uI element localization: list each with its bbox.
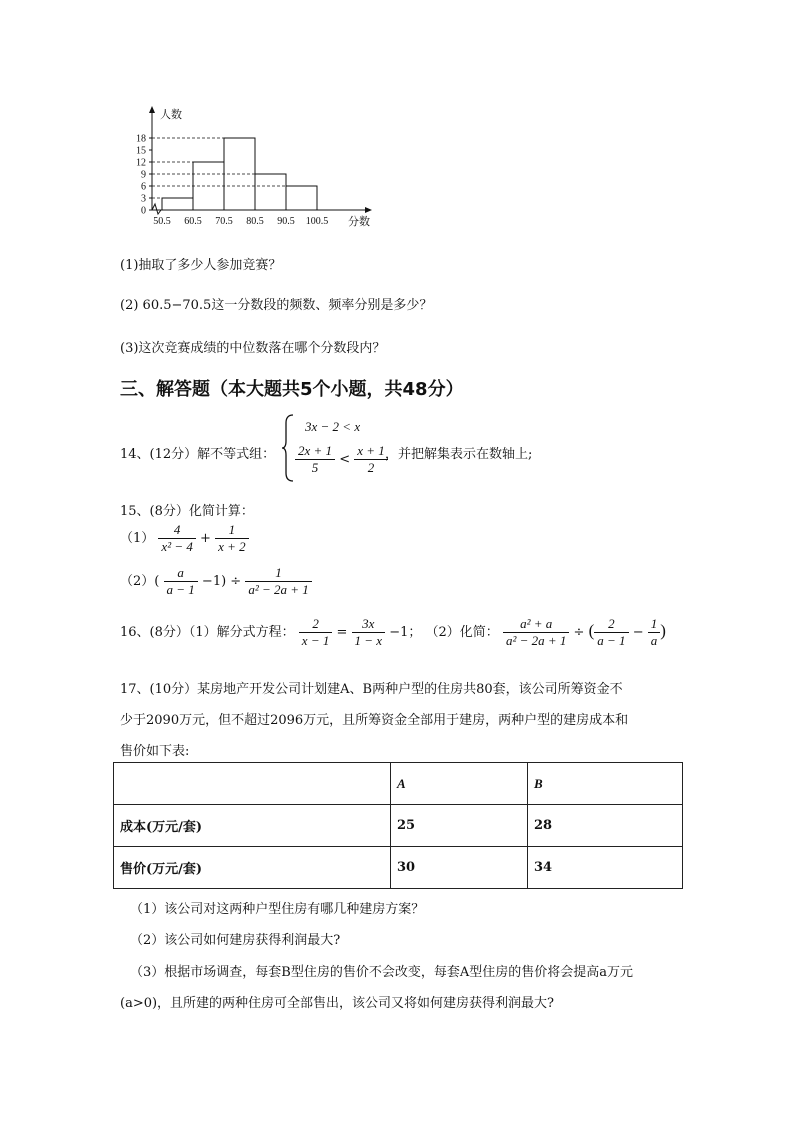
axis-break bbox=[152, 204, 161, 214]
y-tick-label: 18 bbox=[136, 133, 146, 145]
q17-sub3-line2: (a>0)，且所建的两种住房可全部售出，该公司又将如何建房获得利润最大? bbox=[120, 996, 555, 1011]
table-cell: 售价(万元/套) bbox=[114, 847, 391, 889]
y-tick-label: 15 bbox=[136, 145, 146, 157]
q15-label: 15、(8分）化简计算： bbox=[120, 504, 254, 519]
q15-part1: （1） $\frac{4}{\text{x² − 4}}$ + $\frac{1}{x + 2}$ bbox=[120, 522, 249, 555]
histogram bbox=[120, 104, 380, 234]
y-tick-label: 9 bbox=[141, 169, 146, 181]
q14-ineq1: 3x − 2 < x bbox=[305, 419, 361, 434]
table-cell: 28 bbox=[528, 805, 683, 847]
x-tick-label: 50.5 bbox=[153, 216, 171, 227]
x-tick-label: 80.5 bbox=[246, 216, 264, 227]
table-cell: 30 bbox=[391, 847, 528, 889]
x-tick-label: 70.5 bbox=[215, 216, 233, 227]
x-axis-label: 分数 bbox=[348, 216, 370, 228]
histogram-bar bbox=[255, 174, 286, 210]
table-cell: 25 bbox=[391, 805, 528, 847]
y-tick-label: 6 bbox=[141, 181, 146, 193]
x-tick-label: 100.5 bbox=[305, 216, 329, 227]
table-header-cell bbox=[114, 763, 391, 805]
table-cell: 34 bbox=[528, 847, 683, 889]
q16-line: 16、(8分）（1）解分式方程： $\frac{2}{x - 1}$ = $\frac{3x}{1 - x}$ −1； （2）化简： $\frac{\text{a² + a}}{\text{a² − 2a + 1}}$ ÷ ( $\frac{2}{a - 1}$ − $\frac{1}{a}$ ) bbox=[120, 616, 666, 648]
table-row bbox=[114, 805, 683, 847]
q13-part2: (2) 60.5−70.5这一分数段的频数、频率分别是多少？ bbox=[120, 298, 433, 313]
table-cell: 成本(万元/套) bbox=[114, 805, 391, 847]
table-row bbox=[114, 847, 683, 889]
y-tick-label: 3 bbox=[141, 193, 146, 205]
q14-tail: ，并把解集表示在数轴上; bbox=[385, 447, 533, 462]
q13-part1: (1)抽取了多少人参加竞赛？ bbox=[120, 258, 282, 273]
table-header-cell: A bbox=[391, 763, 528, 805]
q14-brace bbox=[281, 413, 295, 483]
y-axis-arrow bbox=[149, 106, 155, 113]
q17-line1: 17、(10分）某房地产开发公司计划建A、B两种户型的住房共80套，该公司所筹资金不 bbox=[120, 682, 623, 697]
histogram-bar bbox=[286, 186, 317, 210]
histogram-bar bbox=[162, 198, 193, 210]
section-heading: 三、解答题（本大题共5个小题，共48分） bbox=[120, 379, 464, 400]
x-axis-arrow bbox=[365, 207, 372, 213]
q14-label: 14、(12分）解不等式组： bbox=[120, 447, 276, 462]
table-header-row bbox=[114, 763, 683, 805]
x-tick-label: 60.5 bbox=[184, 216, 202, 227]
q17-sub1: （1）该公司对这两种户型住房有哪几种建房方案？ bbox=[130, 902, 425, 917]
cost-price-table bbox=[113, 762, 683, 889]
y-tick-label: 12 bbox=[136, 157, 146, 169]
q17-sub2: （2）该公司如何建房获得利润最大? bbox=[130, 933, 341, 948]
q13-part3: (3)这次竞赛成绩的中位数落在哪个分数段内？ bbox=[120, 341, 386, 356]
q17-sub3-line1: （3）根据市场调查，每套B型住房的售价不会改变，每套A型住房的售价将会提高a万元 bbox=[130, 965, 633, 980]
y-axis-label: 人数 bbox=[160, 109, 182, 121]
q17-line3: 售价如下表: bbox=[120, 744, 190, 759]
q14-ineq2: $\frac{2x + 1}{5}$ < $\frac{x + 1}{2}$ bbox=[295, 443, 388, 476]
y-tick-label: 0 bbox=[141, 205, 146, 217]
q17-line2: 少于2090万元，但不超过2096万元，且所筹资金全部用于建房，两种户型的建房成本和 bbox=[120, 713, 629, 728]
table-header-cell: B bbox=[528, 763, 683, 805]
x-tick-label: 90.5 bbox=[277, 216, 295, 227]
q15-part2: （2）( $\frac{a}{a - 1}$ −1) ÷ $\frac{1}{\text{a² − 2a + 1}}$ bbox=[120, 565, 312, 598]
